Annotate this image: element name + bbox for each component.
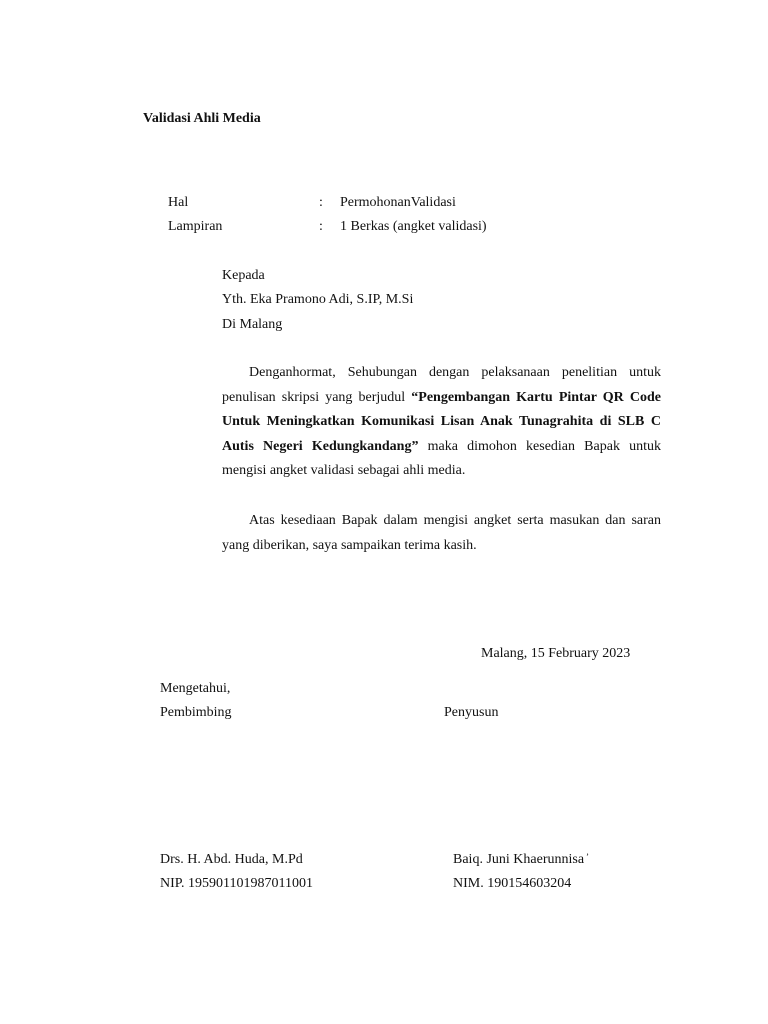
- author-name-line: [453, 853, 589, 867]
- author-id: NIM. 190154603204: [453, 876, 572, 891]
- meta-value-hal: PermohonanValidasi: [340, 195, 456, 210]
- document-title: Validasi Ahli Media: [143, 111, 261, 126]
- meta-value-lampiran: 1 Berkas (angket validasi): [340, 219, 487, 234]
- paragraph-intro: Denganhormat, Sehubungan dengan pelaksanaan penelitian untuk penulisan skripsi yang berjudul: [222, 365, 661, 405]
- meta-label-lampiran: Lampiran: [168, 219, 223, 234]
- recipient-name: Yth. Eka Pramono Adi, S.IP, M.Si: [222, 292, 414, 307]
- meta-colon: :: [319, 195, 323, 210]
- acknowledged-label: Mengetahui,: [160, 681, 231, 696]
- recipient-line: Kepada: [222, 268, 265, 283]
- meta-colon: :: [319, 219, 323, 234]
- meta-label-hal: Hal: [168, 195, 189, 210]
- letter-paragraph-1: [222, 361, 661, 484]
- advisor-role: Pembimbing: [160, 705, 232, 720]
- paragraph-rest: maka dimohon kesedian Bapak untuk mengisi angket validasi sebagai ahli media.: [222, 438, 661, 479]
- author-role: Penyusun: [444, 705, 499, 720]
- author-name: Baiq. Juni Khaerunnisa: [453, 852, 585, 867]
- advisor-name: Drs. H. Abd. Huda, M.Pd: [160, 852, 303, 867]
- recipient-location: Di Malang: [222, 317, 283, 332]
- letter-paragraph-2: [222, 509, 661, 558]
- author-name-mark: ’: [586, 852, 590, 862]
- letter-date: Malang, 15 February 2023: [481, 646, 631, 661]
- thesis-title: “Pengembangan Kartu Pintar QR Code Untuk Meningkatkan Komunikasi Lisan Anak Tunagrahita di SLB C Autis Negeri Kedungkandang”: [222, 389, 661, 454]
- paragraph-closing: Atas kesediaan Bapak dalam mengisi angket serta masukan dan saran yang diberikan, saya sampaikan terima kasih.: [222, 513, 661, 553]
- advisor-id: NIP. 195901101987011001: [160, 876, 313, 891]
